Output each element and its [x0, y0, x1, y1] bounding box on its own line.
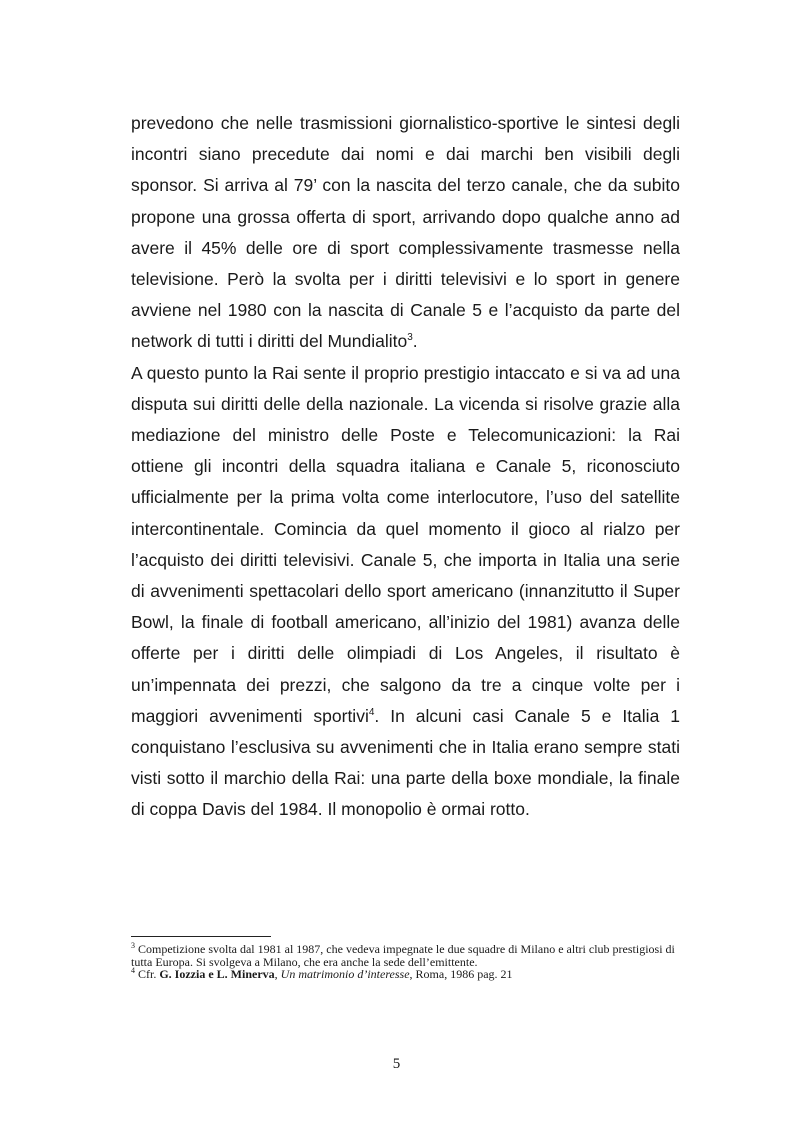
footnote-number: 4: [131, 966, 135, 975]
footnote-reference: 3: [407, 332, 413, 344]
paragraph-text: prevedono che nelle trasmissioni giornalistico-sportive le sintesi degli incontri siano precedute dai nomi e dai marchi ben visibili degli sponsor. Si arriva al 79’ con la nascita del terzo canale, che da subito propone una grossa offerta di sport, arrivando dopo qualche anno ad avere il 45% delle ore di sport complessivamente trasmesse nella televisione. Però la svolta per i diritti televisivi e lo sport in genere avviene nel 1980 con la nascita di Canale 5 e l’acquisto da parte del network di tutti i diritti del Mundialito: [131, 113, 680, 352]
paragraph-text: .: [412, 331, 418, 352]
footnotes: [131, 943, 680, 981]
footnote: [131, 968, 680, 981]
paragraph: [131, 108, 680, 358]
footnote-work-title: Un matrimonio d’interesse: [280, 967, 410, 981]
body-text: [131, 108, 680, 826]
footnote: [131, 943, 680, 968]
paragraph-text: A questo punto la Rai sente il proprio prestigio intaccato e si va ad una disputa sui diritti delle della nazionale. La vicenda si risolve grazie alla mediazione del ministro delle Poste e Telecomunicazioni: la Rai ottiene gli incontri della squadra italiana e Canale 5, riconosciuto ufficialmente per la prima volta come interlocutore, l’uso del satellite intercontinentale. Comincia da quel momento il gioco al rialzo per l’acquisto dei diritti televisivi. Canale 5, che importa in Italia una serie di avvenimenti spettacolari dello sport americano (innanzitutto il Super Bowl, la finale di football americano, all’inizio del 1981) avanza delle offerte per i diritti delle olimpiadi di Los Angeles, il risultato è un’impennata dei prezzi, che salgono da tre a cinque volte per i maggiori avvenimenti sportivi: [131, 362, 680, 726]
paragraph: [131, 358, 680, 826]
footnote-number: 3: [131, 941, 135, 950]
footnote-authors: G. Iozzia e L. Minerva: [159, 967, 275, 981]
page-number: 5: [392, 1056, 401, 1072]
footnote-reference: 4: [368, 707, 375, 719]
footnote-text: ,: [274, 967, 281, 981]
footnote-separator: [131, 936, 271, 937]
footnote-text: Competizione svolta dal 1981 al 1987, che vedeva impegnate le due squadre di Milano e altri club prestigiosi di tutta Europa. Si svolgeva a Milano, che era anche la sede dell’emittente.: [131, 942, 675, 969]
footnote-text: Cfr.: [135, 967, 160, 981]
footnote-text: , Roma, 1986 pag. 21: [409, 967, 513, 981]
paragraph-text: . In alcuni casi Canale 5 e Italia 1 conquistano l’esclusiva su avvenimenti che in Italia erano sempre stati visti sotto il marchio della Rai: una parte della boxe mondiale, la finale di coppa Davis del 1984. Il monopolio è ormai rotto.: [131, 705, 680, 820]
